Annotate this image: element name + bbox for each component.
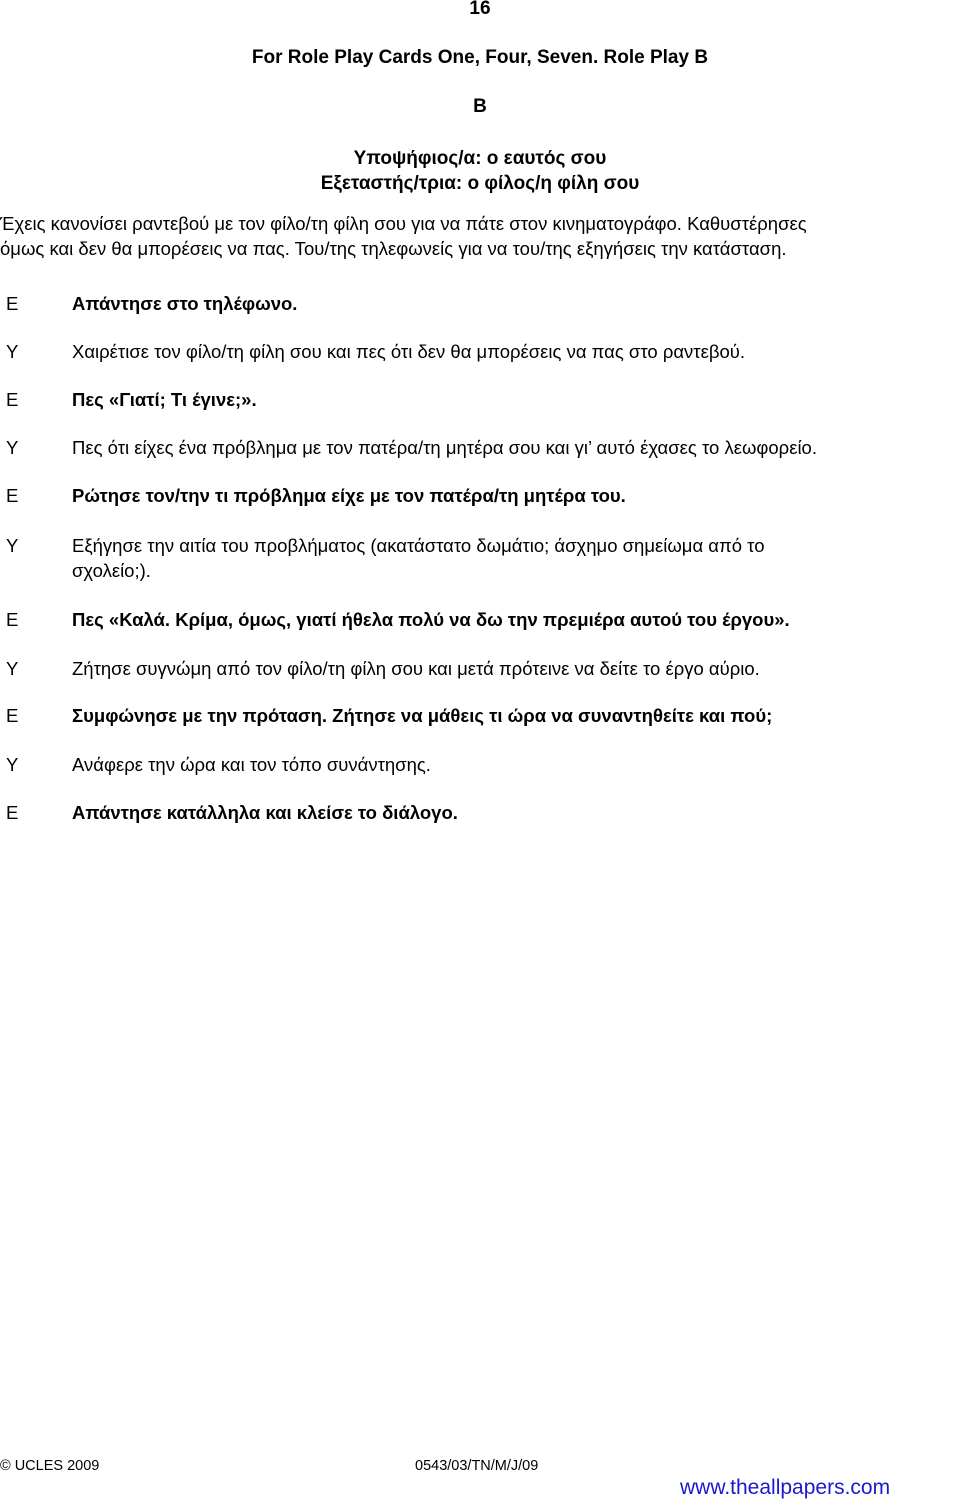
speaker-label: Y [6,535,19,556]
turn-text: Συμφώνησε με την πρόταση. Ζήτησε να μάθεις τι ώρα να συναντηθείτε και πού; [72,705,773,726]
examiner-role: Εξεταστής/τρια: ο φίλος/η φίλη σου [320,173,640,194]
turn-text: Ζήτησε συγνώμη από τον φίλο/τη φίλη σου και μετά πρότεινε να δείτε το έργο αύριο. [72,658,760,679]
turn-text: Ανάφερε την ώρα και τον τόπο συνάντησης. [72,754,431,775]
speaker-label: E [6,802,19,823]
speaker-label: E [6,293,19,314]
intro-line-2: όμως και δεν θα μπορέσεις να πας. Του/της τηλεφωνείς για να του/της εξηγήσεις την κατάσταση. [0,238,787,259]
speaker-label: E [6,389,19,410]
turn-text: Ρώτησε τον/την τι πρόβλημα είχε με τον πατέρα/τη μητέρα του. [72,485,626,506]
turn-text: Χαιρέτισε τον φίλο/τη φίλη σου και πες ότι δεν θα μπορέσεις να πας στο ραντεβού. [72,341,746,362]
speaker-label: Y [6,341,19,362]
turn-text: Απάντησε στο τηλέφωνο. [72,293,298,314]
turn-text: Απάντησε κατάλληλα και κλείσε το διάλογο. [72,802,458,823]
turn-text-line-2: σχολείο;). [72,560,151,581]
document-code: 0543/03/TN/M/J/09 [415,1458,539,1474]
turn-text-line-1: Εξήγησε την αιτία του προβλήματος (ακατάστατο δωμάτιο; άσχημο σημείωμα από το [72,535,765,556]
intro-line-1: Έχεις κανονίσει ραντεβού με τον φίλο/τη φίλη σου για να πάτε στον κινηματογράφο. Καθυστέρησες [0,213,807,234]
turn-text: Πες «Γιατί; Τι έγινε;». [72,389,257,410]
website-link[interactable]: www.theallpapers.com [680,1476,891,1499]
speaker-label: Y [6,754,19,775]
page-title: For Role Play Cards One, Four, Seven. Role Play B [251,47,709,68]
speaker-label: E [6,609,19,630]
turn-text: Πες ότι είχες ένα πρόβλημα με τον πατέρα/τη μητέρα σου και γι’ αυτό έχασες το λεωφορείο. [72,437,817,458]
speaker-label: Y [6,658,19,679]
role-play-label: B [473,96,487,117]
scenario-intro [0,211,960,261]
roles-block [0,146,960,196]
candidate-role: Υποψήφιος/α: ο εαυτός σου [353,148,607,169]
copyright-notice: © UCLES 2009 [0,1458,100,1474]
turn-text [72,533,952,583]
page-number: 16 [469,0,491,19]
speaker-label: E [6,705,19,726]
turn-text: Πες «Καλά. Κρίμα, όμως, γιατί ήθελα πολύ να δω την πρεμιέρα αυτού του έργου». [72,609,790,630]
speaker-label: Y [6,437,19,458]
speaker-label: E [6,485,19,506]
